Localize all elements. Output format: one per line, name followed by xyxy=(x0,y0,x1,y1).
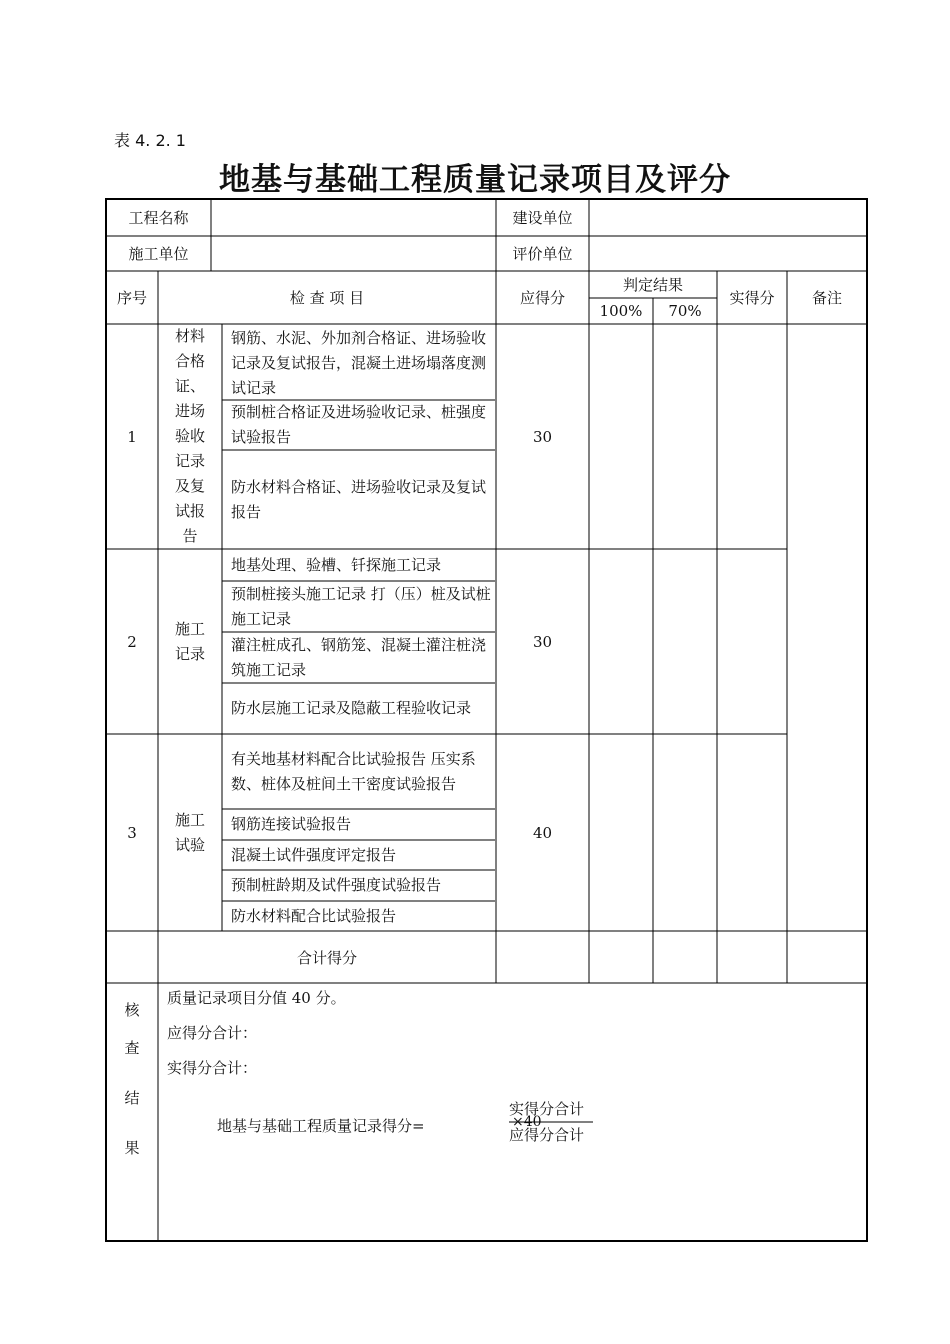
score-formula-times: ×40 xyxy=(512,1114,542,1130)
group-2-item-2: 预制桩接头施工记录 打（压）桩及试桩施工记录 xyxy=(231,584,491,628)
check-result-char-2: 查 xyxy=(124,1039,140,1057)
group-3-item-2: 钢筋连接试验报告 xyxy=(231,815,352,833)
group-1-no: 1 xyxy=(127,427,137,446)
builder-unit-label: 施工单位 xyxy=(128,245,189,263)
check-result-char-4: 果 xyxy=(124,1139,140,1157)
group-3-category: 施工试验 xyxy=(174,810,205,854)
check-result-line-3: 实得分合计： xyxy=(167,1059,258,1077)
group-3-item-4: 预制桩龄期及试件强度试验报告 xyxy=(231,876,442,894)
table-label: 表 4. 2. 1 xyxy=(114,131,186,150)
judgement-header: 判定结果 xyxy=(622,276,683,294)
group-1-item-1: 钢筋、水泥、外加剂合格证、进场验收记录及复试报告，混凝土进场塌落度测试记录 xyxy=(231,328,487,397)
score-formula-left: 地基与基础工程质量记录得分= xyxy=(217,1117,425,1135)
group-2-item-4: 防水层施工记录及隐蔽工程验收记录 xyxy=(231,699,472,717)
remarks-header: 备注 xyxy=(811,289,842,307)
group-2-item-3: 灌注桩成孔、钢筋笼、混凝土灌注桩浇筑施工记录 xyxy=(231,635,487,679)
score-formula-numerator: 实得分合计 xyxy=(509,1100,585,1118)
check-result-char-3: 结 xyxy=(124,1089,140,1107)
check-result-line-2: 应得分合计： xyxy=(167,1024,258,1042)
group-2-category: 施工记录 xyxy=(174,619,205,663)
group-1-item-2: 预制桩合格证及进场验收记录、桩强度试验报告 xyxy=(231,403,487,446)
score-formula-denominator: 应得分合计 xyxy=(509,1126,585,1144)
check-items-header: 检 查 项 目 xyxy=(289,289,365,307)
pct100-header: 100% xyxy=(599,302,643,320)
group-3-score: 40 xyxy=(532,823,553,842)
group-1-category: 材料合格证、进场验收记录及复试报告 xyxy=(174,327,205,545)
construction-unit-label: 建设单位 xyxy=(512,209,573,227)
group-1-item-3: 防水材料合格证、进场验收记录及复试报告 xyxy=(231,477,487,521)
group-1-score: 30 xyxy=(532,427,553,446)
seq-header: 序号 xyxy=(116,289,147,307)
group-2-item-1: 地基处理、验槽、钎探施工记录 xyxy=(231,555,442,574)
group-3-item-5: 防水材料配合比试验报告 xyxy=(231,906,397,925)
actual-score-header: 实得分 xyxy=(729,289,775,307)
check-result-char-1: 核 xyxy=(124,1001,140,1019)
group-3-item-3: 混凝土试件强度评定报告 xyxy=(231,845,397,864)
group-2-score: 30 xyxy=(532,632,553,651)
due-score-header: 应得分 xyxy=(519,289,565,307)
pct70-header: 70% xyxy=(668,302,702,320)
page-title: 地基与基础工程质量记录项目及评分 xyxy=(219,162,731,198)
project-name-label: 工程名称 xyxy=(128,209,189,227)
group-3-item-1: 有关地基材料配合比试验报告 压实系数、桩体及桩间土干密度试验报告 xyxy=(231,749,476,793)
group-3-no: 3 xyxy=(127,823,137,842)
group-2-no: 2 xyxy=(127,632,137,651)
evaluation-unit-label: 评价单位 xyxy=(512,245,573,263)
total-score-label: 合计得分 xyxy=(296,948,357,967)
check-result-line-1: 质量记录项目分值 40 分。 xyxy=(167,989,346,1007)
